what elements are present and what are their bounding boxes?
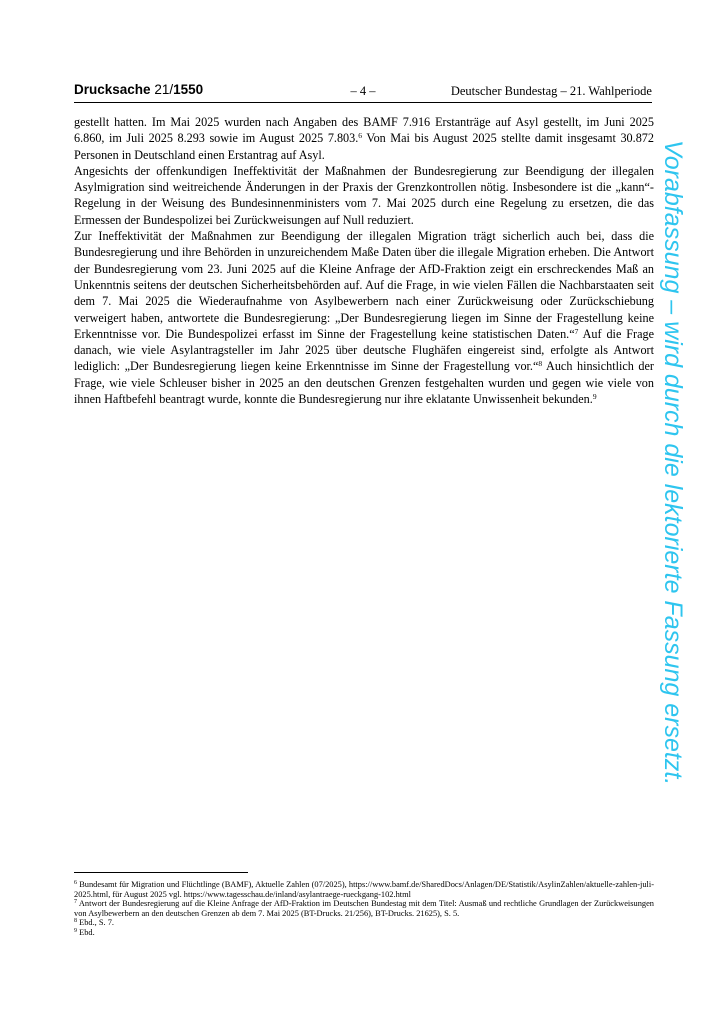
page-header [74,82,652,103]
footnote-ref-6[interactable]: 6 [358,131,363,141]
paragraph-1: gestellt hatten. Im Mai 2025 wurden nach Angaben des BAMF 7.916 Erstanträge auf Asyl gestellt, im Juni 2025 6.860, im Juli 2025 8.293 sowie im August 2025 7.803.$^6$ Von Mai bis August 2025 stellte damit insgesamt 30.872 Personen in Deutschland einen Erstantrag auf Asyl. [74,115,654,162]
paragraph-3: Zur Ineffektivität der Maßnahmen zur Beendigung der illegalen Migration trägt sicherlich auch bei, dass die Bundesregierung und ihre Behörden in unzureichendem Maße Daten über die illegale Migration erheben. Die Antwort der Bundesregierung vom 23. Juni 2025 auf die Kleine Anfrage der AfD-Fraktion zeigt ein erschreckendes Maß an Unkenntnis seitens der deutschen Sicherheitsbehörden auf. Auf die Frage, in wie vielen Fällen die Nachbarstaaten seit dem 7. Mai 2025 die Wiederaufnahme von Asylbewerbern nach einer Zurückweisung oder Zurückschiebung verweigert haben, antwortete die Bundesregierung: „Der Bundesregierung liegen im Sinne der Fragestellung keine Erkenntnisse vor. Die Bundespolizei erfasst im Sinne der Fragestellung keine statistischen Daten.“$^7$ Auf die Frage danach, wie viele Asylantragsteller im Jahr 2025 über deutsche Flughäfen eingereist sind, erfolgte als Antwort lediglich: „Der Bundesregierung liegen keine Erkenntnisse im Sinne der Fragestellung vor.“$^8$ Auch hinsichtlich der Frage, wie viele Schleuser bisher in 2025 an den deutschen Grenzen festgehalten wurden und gegen wie viele von ihnen Haftbefehl beantragt wurde, konnte die Bundesregierung nur ihre eklatante Unwissenheit bekunden.$^9$ [74,229,655,407]
document-number-value: 1550 [173,82,204,97]
footnote-9: $^9$ Ebd. [74,927,95,937]
footnote-ref-8[interactable]: 8 [538,359,543,369]
footnote-6: $^6$ Bundesamt für Migration und Flüchtlinge (BAMF), Aktuelle Zahlen (07/2025), https://www.bamf.de/SharedDocs/Anlagen/DE/Statistik/AsylinZahlen/aktuelle-zahlen-juli-2025.html, für August 2025 vgl. https://www.tagesschau.de/inland/asylantraege-rueckgang-102.html [74,880,654,899]
draft-watermark: Vorabfassung – wird durch die lektorierte Fassung ersetzt. [659,140,687,786]
footnote-7: $^7$ Antwort der Bundesregierung auf die Kleine Anfrage der AfD-Fraktion im Deutschen Bundestag mit dem Titel: Ausmaß und rechtliche Grundlagen der Zurückweisungen von Asylbewerbern an den deutschen Grenzen ab dem 7. Mai 2025 (BT-Drucks. 21/256), BT-Drucks. 21625), S. 5. [74,899,654,918]
paragraph-2: Angesichts der offenkundigen Ineffektivität der Maßnahmen der Bundesregierung zur Beendigung der illegalen Asylmigration sind weitreichende Änderungen in der Praxis der Grenzkontrollen nötig. Insbesondere ist die „kann“-Regelung in der Weisung des Bundesinnenministers vom 7. Mai 2025 durch eine Regelung zu ersetzen, die das Ermessen der Bundespolizei bei Zurückweisungen auf Null reduziert. [74,163,654,227]
footnote-ref-9[interactable]: 9 [592,392,597,402]
body-text [74,114,654,407]
footnote-divider [74,872,248,873]
document-number-prefix: 21/ [154,82,174,97]
parliament-label: Deutscher Bundestag – 21. Wahlperiode [450,84,652,98]
footnote-ref-7[interactable]: 7 [574,326,579,336]
page-number: – 4 – [350,84,376,98]
footnotes [74,880,654,938]
document-label: Drucksache [74,82,151,97]
footnote-8: $^8$ Ebd., S. 7. [74,918,114,928]
